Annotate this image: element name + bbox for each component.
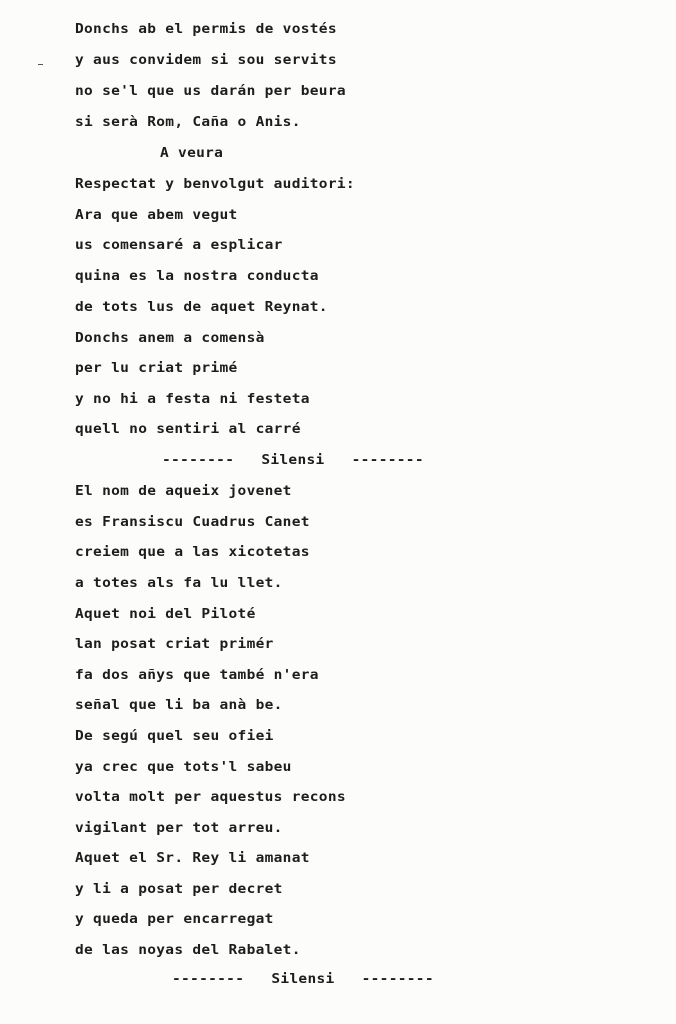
poem-line: Donchs ab el permis de vostés (75, 21, 337, 37)
poem-line: quell no sentiri al carré (75, 421, 301, 437)
poem-line: señal que li ba anà be. (75, 697, 283, 713)
poem-line: quina es la nostra conducta (75, 268, 319, 284)
poem-line: Aquet el Sr. Rey li amanat (75, 850, 310, 866)
section-separator: -------- Silensi -------- (172, 971, 434, 987)
poem-line: de tots lus de aquet Reynat. (75, 299, 328, 315)
section-separator: -------- Silensi -------- (162, 452, 424, 468)
poem-line: Ara que abem vegut (75, 207, 238, 223)
poem-line: us comensaré a esplicar (75, 237, 283, 253)
poem-line: per lu criat primé (75, 360, 238, 376)
poem-line: ya crec que tots'l sabeu (75, 759, 292, 775)
poem-line: y li a posat per decret (75, 881, 283, 897)
poem-line: De segú quel seu ofiei (75, 728, 274, 744)
margin-mark (38, 64, 43, 65)
poem-line: Aquet noi del Piloté (75, 606, 256, 622)
poem-line: fa dos añys que també n'era (75, 667, 319, 683)
poem-line: y no hi a festa ni festeta (75, 391, 310, 407)
poem-line: y queda per encarregat (75, 911, 274, 927)
poem-line: si serà Rom, Caña o Anis. (75, 114, 301, 130)
poem-line: Donchs anem a comensà (75, 330, 265, 346)
poem-line: y aus convidem si sou servits (75, 52, 337, 68)
poem-line: El nom de aqueix jovenet (75, 483, 292, 499)
poem-line: creiem que a las xicotetas (75, 544, 310, 560)
poem-line: de las noyas del Rabalet. (75, 942, 301, 958)
poem-line: lan posat criat primér (75, 636, 274, 652)
poem-line: vigilant per tot arreu. (75, 820, 283, 836)
poem-line: no se'l que us darán per beura (75, 83, 346, 99)
poem-line: Respectat y benvolgut auditori: (75, 176, 355, 192)
poem-line-indented: A veura (160, 145, 224, 161)
poem-line: volta molt per aquestus recons (75, 789, 346, 805)
poem-line: es Fransiscu Cuadrus Canet (75, 514, 310, 530)
poem-line: a totes als fa lu llet. (75, 575, 283, 591)
